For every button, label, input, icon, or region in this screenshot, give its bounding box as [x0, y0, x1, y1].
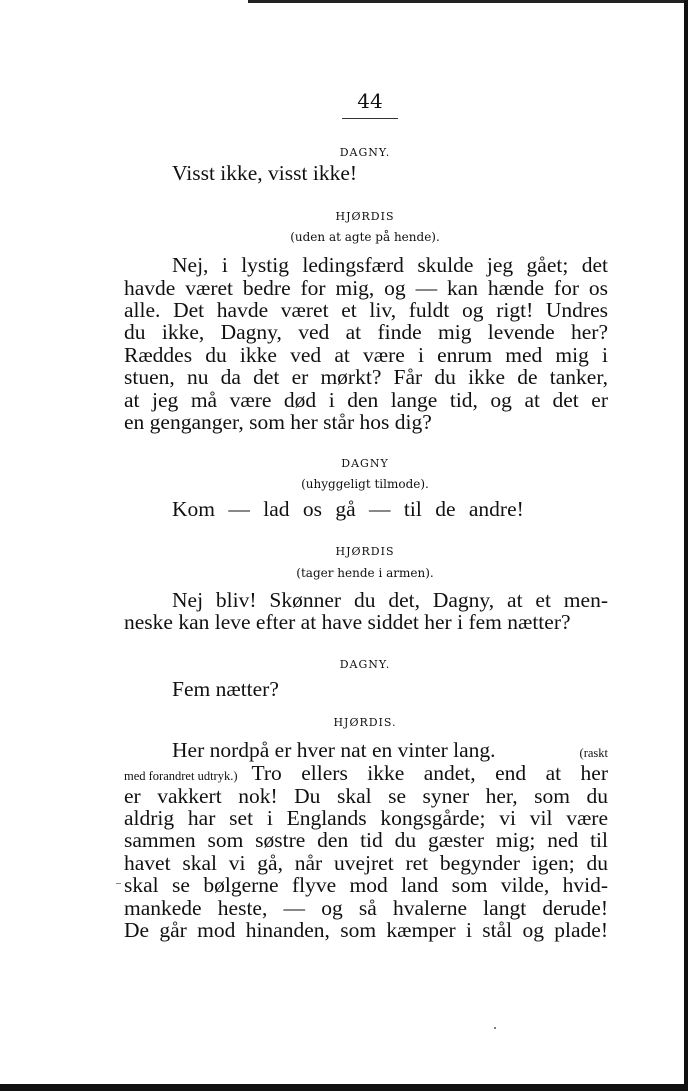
speaker-name: HJØRDIS: [335, 545, 395, 558]
dialogue-line: Nej bliv! Skønner du det, Dagny, at et men-: [172, 588, 608, 612]
dialogue-line: Kom — lad os gå — til de andre!: [172, 497, 524, 521]
dialogue-line: havde været bedre for mig, og — kan hænde for os: [124, 276, 608, 300]
dialogue-line: havet skal vi gå, når uvejret ret begynder igen; du: [124, 851, 608, 875]
speaker-name: HJØRDIS: [335, 210, 395, 223]
speaker-name: DAGNY: [341, 457, 389, 470]
speaker-name: DAGNY.: [339, 146, 391, 159]
dialogue-line: De går mod hinanden, som kæmper i stål og plade!: [124, 918, 608, 942]
inline-stage-direction: (raskt: [579, 746, 608, 760]
page-number: 44: [357, 89, 383, 113]
dialogue-line: aldrig har set i Englands kongsgårde; vi vil være: [124, 806, 608, 830]
dialogue-text: Her nordpå er hver nat en vinter lang.: [172, 738, 496, 762]
page-edge-top: [248, 0, 688, 3]
dialogue-line: Nej, i lystig ledingsfærd skulde jeg gået; det: [172, 253, 608, 277]
dialogue-line: skal se bølgerne flyve mod land som vilde, hvid-: [124, 873, 608, 897]
page-edge-right: [684, 0, 688, 1091]
inline-stage-direction: med forandret udtryk.): [124, 769, 238, 783]
dialogue-line: at jeg må være død i den lange tid, og at det er: [124, 388, 608, 412]
dialogue-line: alle. Det havde været et liv, fuldt og rigt! Undres: [124, 298, 608, 322]
stage-direction: (uhyggeligt tilmode).: [301, 477, 429, 491]
dialogue-line: er vakkert nok! Du skal se syner her, som du: [124, 784, 608, 808]
dialogue-line: en genganger, som her står hos dig?: [124, 410, 432, 434]
dialogue-line: stuen, nu da det er mørkt? Får du ikke de tanker,: [124, 365, 608, 389]
dialogue-line: Visst ikke, visst ikke!: [172, 161, 358, 185]
stage-direction: (uden at agte på hende).: [290, 230, 440, 244]
print-mark: [116, 883, 121, 884]
dialogue-line: mankede heste, — og så hvalerne langt derude!: [124, 896, 608, 920]
print-speck: [494, 1027, 496, 1029]
dialogue-text: Tro ellers ikke andet, end at her: [251, 761, 608, 785]
dialogue-line: sammen som søstre den tid du gæster mig; ned til: [124, 828, 608, 852]
dialogue-line: Ræddes du ikke ved at være i enrum med mig i: [124, 343, 608, 367]
speaker-name: DAGNY.: [339, 658, 391, 671]
stage-direction: (tager hende i armen).: [296, 566, 434, 580]
speaker-name: HJØRDIS.: [333, 716, 397, 729]
dialogue-line: neske kan leve efter at have siddet her i fem nætter?: [124, 610, 571, 634]
dialogue-line: Fem nætter?: [172, 677, 279, 701]
page-edge-bottom: [0, 1084, 688, 1091]
dialogue-line: du ikke, Dagny, ved at finde mig levende her?: [124, 320, 608, 344]
page-number-rule: [342, 118, 398, 119]
